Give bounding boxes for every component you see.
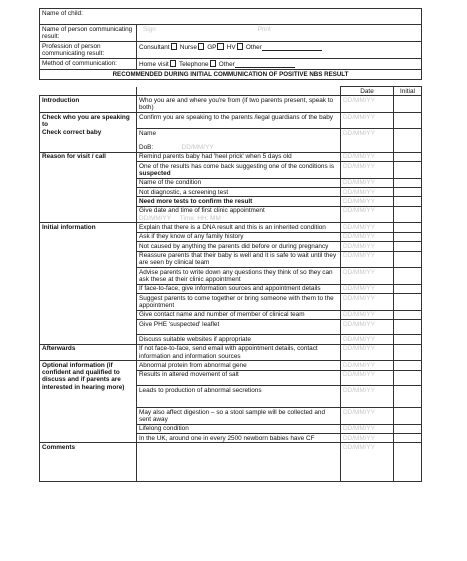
appt-placeholders: DD/MM/YY Time: HH: MM: [139, 214, 221, 222]
date-field[interactable]: DD/MM/YY: [341, 443, 394, 481]
initial-field[interactable]: [394, 424, 422, 433]
consultant-checkbox[interactable]: [171, 43, 178, 50]
initial-field[interactable]: [394, 178, 422, 187]
row-text: Discuss suitable websites if appropriate: [137, 335, 341, 344]
row-text: If face-to-face, give information sources and appointment details: [137, 284, 341, 293]
table-row: [40, 197, 422, 206]
initial-field[interactable]: [394, 335, 422, 344]
home-visit-checkbox[interactable]: [170, 60, 177, 67]
initial-field[interactable]: [394, 434, 422, 443]
table-row: [40, 223, 422, 232]
initial-field[interactable]: [394, 385, 422, 407]
opt-hv: HV: [226, 44, 236, 51]
date-field[interactable]: DD/MM/YY: [341, 178, 394, 187]
initial-field[interactable]: [394, 206, 422, 223]
opt-other: Other: [245, 44, 262, 51]
date-field[interactable]: DD/MM/YY: [341, 320, 394, 335]
profession-options: [137, 42, 422, 59]
date-field[interactable]: DD/MM/YY: [341, 96, 394, 113]
opt-consultant: Consultant: [139, 44, 170, 51]
heading-row: [40, 70, 422, 80]
row-text: In the UK, around one in every 2500 newborn babies have CF: [137, 434, 341, 443]
table-row: [40, 188, 422, 197]
row-text: Advise parents to write down any questions they think of so they can ask these at their clinic appointment: [137, 268, 341, 285]
initial-field[interactable]: [394, 320, 422, 335]
table-row: [40, 112, 422, 128]
date-field[interactable]: DD/MM/YY: [341, 434, 394, 443]
nbs-communication-form: [39, 8, 421, 482]
method-options: [137, 59, 422, 70]
nurse-checkbox[interactable]: [198, 43, 205, 50]
date-field[interactable]: DD/MM/YY: [341, 188, 394, 197]
row-text: Abnormal protein from abnormal gene: [137, 361, 341, 370]
dob-line: [139, 144, 338, 151]
profession-label: Profession of person communicating result:: [40, 42, 137, 59]
date-field[interactable]: DD/MM/YY: [341, 251, 394, 268]
date-field[interactable]: DD/MM/YY: [341, 344, 394, 361]
opt-nurse: Nurse: [179, 44, 197, 51]
row-text: Give PHE 'suspected' leaflet: [137, 320, 341, 335]
table-row: [40, 206, 422, 223]
date-field[interactable]: DD/MM/YY: [341, 242, 394, 251]
date-field[interactable]: DD/MM/YY: [341, 284, 394, 293]
method-row: [40, 59, 422, 70]
table-row: [40, 294, 422, 311]
row-text: May also affect digestion – so a stool sample will be collected and sent away: [137, 408, 341, 425]
date-field[interactable]: DD/MM/YY: [341, 162, 394, 179]
initial-field[interactable]: [394, 310, 422, 319]
initial-field[interactable]: [394, 408, 422, 425]
date-field[interactable]: DD/MM/YY: [341, 112, 394, 128]
initial-field[interactable]: [394, 268, 422, 285]
date-field[interactable]: DD/MM/YY: [341, 361, 394, 370]
row-text: Results in altered movement of salt: [137, 370, 341, 385]
person-field[interactable]: [137, 25, 422, 42]
opt-telephone: Telephone: [179, 61, 209, 68]
row-text: Name: [139, 129, 157, 137]
table-row: [40, 344, 422, 361]
date-field[interactable]: DD/MM/YY: [341, 197, 394, 206]
row-text: Remind parents baby had 'heel prick' when 5 days old: [137, 152, 341, 161]
section-check-baby: Check correct baby: [40, 129, 137, 153]
table-row: [40, 284, 422, 293]
row-text: Not diagnostic, a screening test: [137, 188, 341, 197]
table-row: [40, 361, 422, 370]
column-header-row: [40, 87, 422, 96]
profession-other-field[interactable]: [262, 45, 322, 51]
telephone-checkbox[interactable]: [210, 60, 217, 67]
initial-field[interactable]: [394, 129, 422, 153]
section-comments: Comments: [40, 443, 137, 481]
opt-method-other: Other: [218, 61, 235, 68]
date-field[interactable]: DD/MM/YY: [341, 310, 394, 319]
initial-field[interactable]: [394, 96, 422, 113]
comments-field[interactable]: [137, 443, 341, 481]
date-field[interactable]: DD/MM/YY: [341, 268, 394, 285]
child-name-row: [40, 9, 422, 25]
comments-row: [40, 443, 422, 481]
section-heading: RECOMMENDED DURING INITIAL COMMUNICATION OF POSITIVE NBS RESULT: [40, 70, 422, 80]
col-initial: Initial: [394, 87, 422, 96]
initial-field[interactable]: [394, 232, 422, 241]
child-name-field[interactable]: [40, 9, 422, 25]
table-row: [40, 232, 422, 241]
table-row: [40, 310, 422, 319]
initial-field[interactable]: [394, 162, 422, 179]
row-text: Explain that there is a DNA result and this is an inherited condition: [137, 223, 341, 232]
col-date: Date: [341, 87, 394, 96]
section-check-who: Check who you are speaking to: [40, 112, 137, 128]
initial-field[interactable]: [394, 370, 422, 385]
opt-home-visit: Home visit: [139, 61, 169, 68]
table-row: [40, 268, 422, 285]
person-label: Name of person communicating result:: [40, 25, 137, 42]
date-field[interactable]: DD/MM/YY: [341, 408, 394, 425]
section-reason: Reason for visit / call: [40, 152, 137, 161]
date-field[interactable]: DD/MM/YY: [341, 129, 394, 153]
print-label: Print: [257, 26, 271, 33]
table-row: [40, 320, 422, 335]
row-text: Give date and time of first clinic appointment: [139, 207, 265, 215]
baby-details-field[interactable]: [137, 129, 341, 153]
initial-field[interactable]: [394, 112, 422, 128]
initial-field[interactable]: [394, 188, 422, 197]
initial-field[interactable]: [394, 242, 422, 251]
date-field[interactable]: DD/MM/YY: [341, 424, 394, 433]
hv-checkbox[interactable]: [237, 43, 244, 50]
row-text: Not caused by anything the parents did before or during pregnancy: [137, 242, 341, 251]
row-text: Give contact name and number of member of clinical team: [137, 310, 341, 319]
dob-placeholder: DD/MM/YY: [181, 143, 214, 151]
row-text: Leads to production of abnormal secretions: [137, 385, 341, 407]
initial-field[interactable]: [394, 443, 422, 481]
row-text: Lifelong condition: [137, 424, 341, 433]
date-field[interactable]: DD/MM/YY: [341, 206, 394, 223]
initial-field[interactable]: [394, 344, 422, 361]
table-row: [40, 251, 422, 268]
person-row: [40, 25, 422, 42]
child-name-label: Name of child:: [42, 10, 83, 17]
checklist-table: [39, 86, 422, 482]
initial-field[interactable]: [394, 251, 422, 268]
profession-row: [40, 42, 422, 59]
date-field[interactable]: DD/MM/YY: [341, 232, 394, 241]
row-text: One of the results has come back suggesting one of the conditions is suspected: [137, 162, 341, 179]
row-text: If not face-to-face, send email with appointment details, contact information and information sources: [137, 344, 341, 361]
date-field[interactable]: DD/MM/YY: [341, 294, 394, 311]
details-table: [39, 8, 422, 80]
row-text: Name of the condition: [137, 178, 341, 187]
initial-field[interactable]: [394, 284, 422, 293]
row-text: Suggest parents to come together or bring someone with them to the appointment: [137, 294, 341, 311]
section-afterwards: Afterwards: [40, 344, 137, 361]
table-row: [40, 335, 422, 344]
date-field[interactable]: DD/MM/YY: [341, 370, 394, 385]
row-text: Ask if they know of any family history: [137, 232, 341, 241]
row-text: Need more tests to confirm the result: [137, 197, 341, 206]
table-row: [40, 162, 422, 179]
date-field[interactable]: DD/MM/YY: [341, 223, 394, 232]
table-row: [40, 152, 422, 161]
initial-field[interactable]: [394, 223, 422, 232]
date-field[interactable]: DD/MM/YY: [341, 152, 394, 161]
method-label: Method of communication:: [40, 59, 137, 70]
initial-field[interactable]: [394, 361, 422, 370]
table-row: [40, 242, 422, 251]
section-optional: Optional information (if confident and qualified to discuss and if parents are interested in hearing more): [40, 361, 137, 443]
appointment-field[interactable]: [137, 206, 341, 223]
date-field[interactable]: DD/MM/YY: [341, 335, 394, 344]
dob-label: DoB:: [139, 143, 154, 151]
initial-field[interactable]: [394, 197, 422, 206]
row-text: Confirm you are speaking to the parents /legal guardians of the baby: [137, 112, 341, 128]
table-row: [40, 129, 422, 153]
initial-field[interactable]: [394, 294, 422, 311]
sign-label: Sign: [143, 26, 156, 33]
method-other-field[interactable]: [235, 62, 295, 68]
opt-gp: GP: [207, 44, 217, 51]
section-initial-info: Initial information: [40, 223, 137, 232]
table-row: [40, 96, 422, 113]
date-field[interactable]: DD/MM/YY: [341, 385, 394, 407]
row-text: Reassure parents that their baby is well and it is safe to wait until they are seen by clinical team: [137, 251, 341, 268]
gp-checkbox[interactable]: [217, 43, 224, 50]
initial-field[interactable]: [394, 152, 422, 161]
table-row: [40, 178, 422, 187]
row-text: Who you are and where you're from (if two parents present, speak to both): [137, 96, 341, 113]
section-introduction: Introduction: [40, 96, 137, 113]
